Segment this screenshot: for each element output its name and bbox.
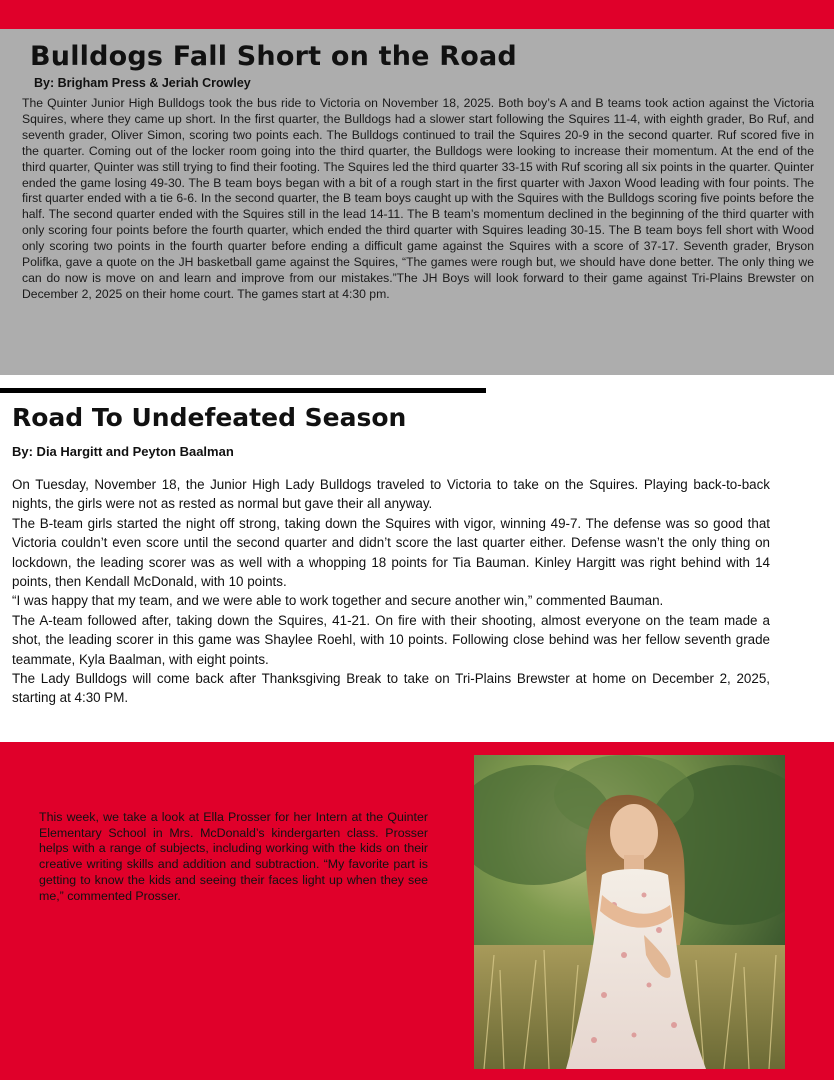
intern-portrait-photo: [474, 755, 785, 1069]
article2-paragraph: The A-team followed after, taking down the Squires, 41-21. On fire with their shooting, almost everyone on the team made a shot, the leading scorer in this game was Shaylee Roehl, with 10 points. Following close behind was her fellow seventh grade teammate, Kyla Baalman, with eight points.: [12, 612, 770, 667]
article2-paragraph: “I was happy that my team, and we were able to work together and secure another win,” commented Bauman.: [12, 593, 664, 609]
article2-title: Road To Undefeated Season: [12, 403, 407, 432]
article2-body: [12, 475, 770, 708]
article2-paragraph: The B-team girls started the night off strong, taking down the Squires with vigor, winning 49-7. The defense was so good that Victoria couldn’t even score until the second quarter and didn’t score the last quarter either. Defense wasn’t the only thing on lockdown, the leading scorer was as well with a whopping 18 points for Tia Bauman. Kinley Hargitt was right behind with 14 points, then Kendall McDonald, with 10 points.: [12, 515, 770, 590]
article1-title: Bulldogs Fall Short on the Road: [30, 41, 517, 72]
portrait-illustration: [474, 755, 785, 1069]
section-divider: [0, 388, 486, 393]
article1-body: The Quinter Junior High Bulldogs took the bus ride to Victoria on November 18, 2025. Both boy’s A and B teams took action against the Victoria Squires, where they came up short. In the first quarter, the Bulldogs had a slower start following the Squires 11-4, with eighth grader, Bo Ruf, and seventh grader, Oliver Simon, scoring two points each. The Bulldogs continued to trail the Squires 20-9 in the second quarter. Ruf scored five in the quarter. Coming out of the locker room going into the third quarter, the Bulldogs were looking to increase their momentum. At the end of the third quarter, Quinter was still trying to find their footing. The Squires led the third quarter 33-15 with Ruf scoring all six points in the quarter. Quinter ended the game losing 49-30. The B team boys began with a bit of a rough start in the first quarter with Jaxon Wood leading with four points. The first quarter ended with a tie 6-6. In the second quarter, the B team boys caught up with the Squires with the Bulldogs scoring five points before the half. The second quarter ended with the Squires still in the lead 14-11. The B team’s momentum declined in the beginning of the third quarter with only scoring four points before the fourth quarter, which ended the third quarter with Squires leading 30-15. The B team boys fell short with Wood only scoring two points in the fourth quarter before ending a difficult game against the Squires with a score of 37-17. Seventh grader, Bryson Polifka, gave a quote on the JH basketball game against the Squires, “The games were rough but, we should have done better. The only thing we can do now is move on and learn and improve from our mistakes.”The JH Boys will look forward to their game against Tri-Plains Brewster on December 2, 2025 on their home court. The games start at 4:30 pm.: [22, 96, 814, 301]
article1-byline: By: Brigham Press & Jeriah Crowley: [34, 76, 251, 90]
article2-paragraph: On Tuesday, November 18, the Junior High Lady Bulldogs traveled to Victoria to take on the Squires. Playing back-to-back nights, the girls were not as rested as normal but gave their all anyway.: [12, 477, 770, 512]
top-red-bar: [0, 0, 834, 29]
article2-byline: By: Dia Hargitt and Peyton Baalman: [12, 444, 234, 459]
intern-spotlight-section: [0, 742, 834, 1080]
article2-paragraph: The Lady Bulldogs will come back after Thanksgiving Break to take on Tri-Plains Brewster at home on December 2, 2025, starting at 4:30 PM.: [12, 671, 770, 706]
intern-spotlight-text: This week, we take a look at Ella Prosser for her Intern at the Quinter Elementary School in Mrs. McDonald’s kindergarten class. Prosser helps with a range of subjects, including working with the kids on their creative writing skills and addition and subtraction. “My favorite part is getting to know the kids and seeing their faces light up when they see me,” commented Prosser.: [39, 810, 428, 903]
article-road-to-undefeated: [12, 403, 770, 708]
article-bulldogs-fall-short: [0, 29, 834, 375]
